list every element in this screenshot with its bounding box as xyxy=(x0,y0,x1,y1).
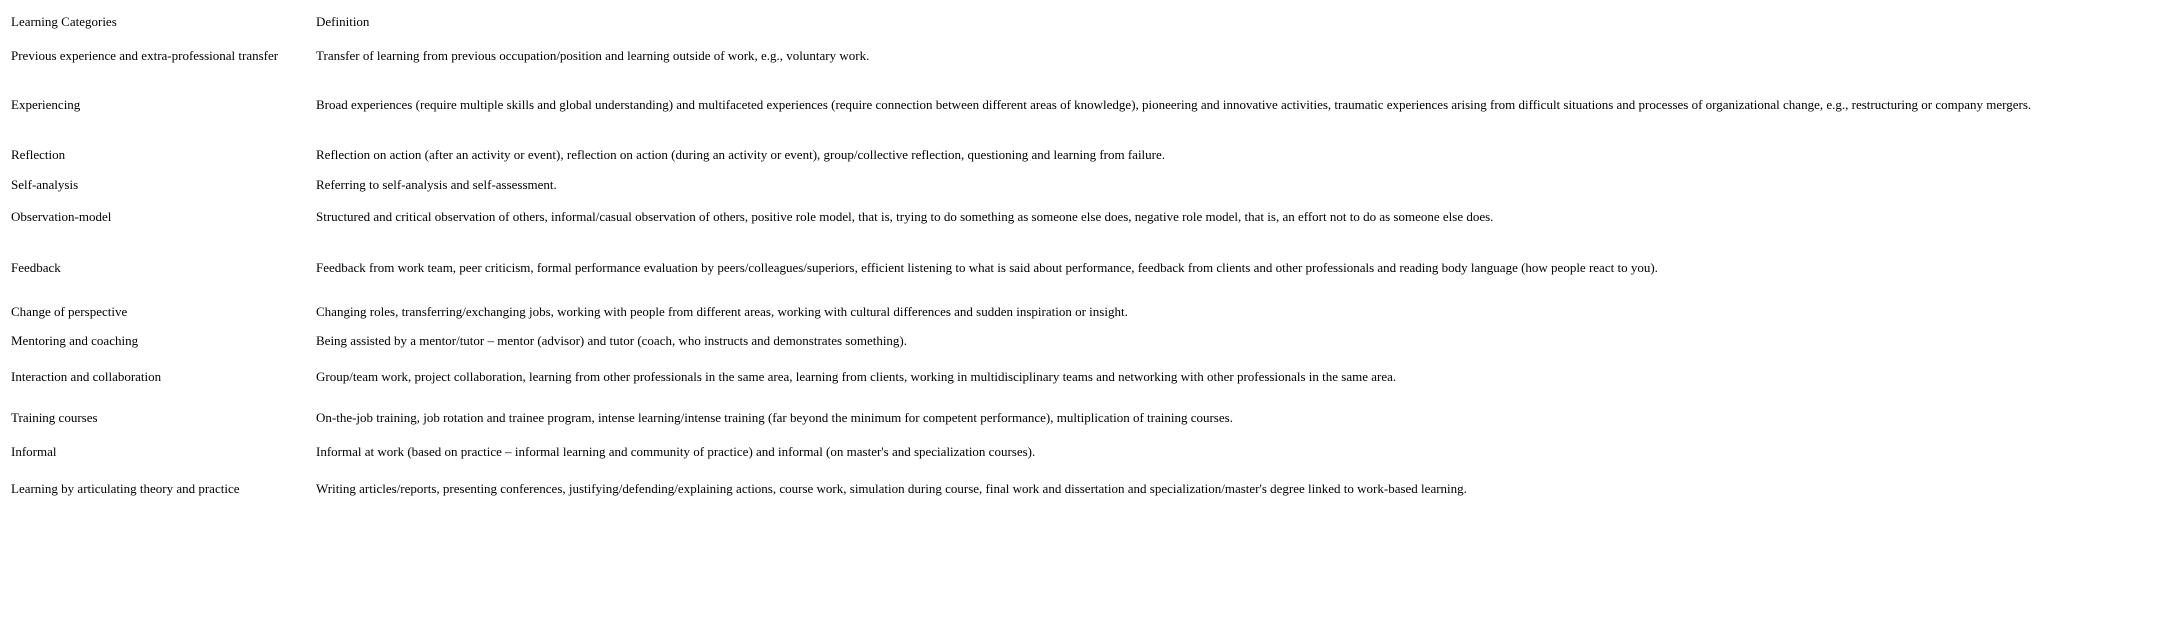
row-definition: Group/team work, project collaboration, learning from other professionals in the same area, learning from clients, working in multidisciplinary teams and networking with other professionals in the same area. xyxy=(316,369,1397,384)
row-definition: Transfer of learning from previous occupation/position and learning outside of work, e.g., voluntary work. xyxy=(316,48,870,63)
row-definition: Reflection on action (after an activity or event), reflection on action (during an activity or event), group/collective reflection, questioning and learning from failure. xyxy=(316,147,1166,162)
row-definition: On-the-job training, job rotation and trainee program, intense learning/intense training (far beyond the minimum for competent performance), multiplication of training courses. xyxy=(316,410,1233,425)
row-category: Self-analysis xyxy=(11,177,79,192)
row-category: Observation-model xyxy=(11,209,112,224)
row-category: Mentoring and coaching xyxy=(11,333,139,348)
row-definition: Feedback from work team, peer criticism, formal performance evaluation by peers/colleagues/superiors, efficient listening to what is said about performance, feedback from clients and other professionals and reading body language (how people react to you). xyxy=(316,260,1658,275)
row-category: Feedback xyxy=(11,260,61,275)
row-definition: Being assisted by a mentor/tutor – mentor (advisor) and tutor (coach, who instructs and demonstrates something). xyxy=(316,333,908,348)
row-category: Learning by articulating theory and practice xyxy=(11,481,240,496)
row-definition: Referring to self-analysis and self-assessment. xyxy=(316,177,557,192)
row-definition: Changing roles, transferring/exchanging jobs, working with people from different areas, working with cultural differences and sudden inspiration or insight. xyxy=(316,304,1128,319)
row-category: Previous experience and extra-professional transfer xyxy=(11,48,279,63)
row-category: Reflection xyxy=(11,147,66,162)
header-learning-categories: Learning Categories xyxy=(11,14,117,29)
row-category: Informal xyxy=(11,444,57,459)
header-definition: Definition xyxy=(316,14,370,29)
row-category: Training courses xyxy=(11,410,98,425)
row-definition: Informal at work (based on practice – informal learning and community of practice) and informal (on master's and specialization courses). xyxy=(316,444,1036,459)
row-definition: Structured and critical observation of others, informal/casual observation of others, positive role model, that is, trying to do something as someone else does, negative role model, that is, an effort not to do as someone else does. xyxy=(316,209,1494,224)
row-category: Experiencing xyxy=(11,97,81,112)
row-category: Interaction and collaboration xyxy=(11,369,162,384)
row-category: Change of perspective xyxy=(11,304,128,319)
row-definition: Writing articles/reports, presenting conferences, justifying/defending/explaining actions, course work, simulation during course, final work and dissertation and specialization/master's degree linked to work-based learning. xyxy=(316,481,1467,496)
row-definition: Broad experiences (require multiple skills and global understanding) and multifaceted experiences (require connection between different areas of knowledge), pioneering and innovative activities, traumatic experiences arising from difficult situations and processes of organizational change, e.g., restructuring or company mergers. xyxy=(316,97,2032,112)
